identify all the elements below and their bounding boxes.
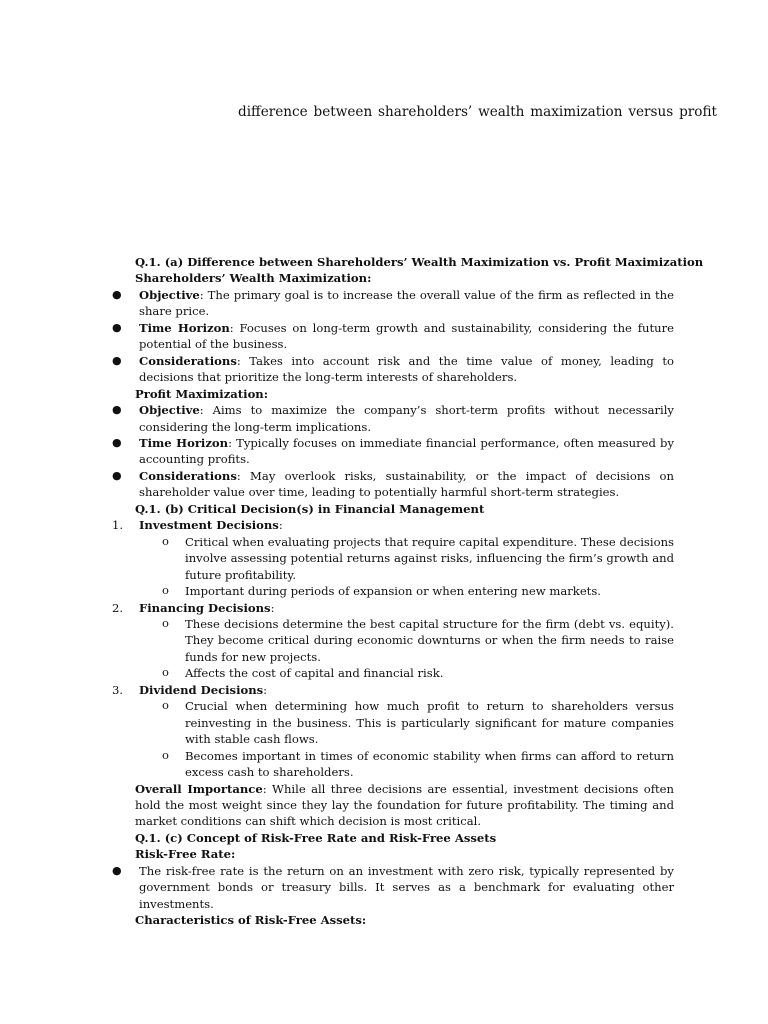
bullet-icon: ● bbox=[112, 287, 122, 301]
sub-item-text: Becomes important in times of economic stability when firms can afford to return excess cash to shareholders. bbox=[185, 748, 674, 780]
item-text: : Aims to maximize the company’s short-term profits without necessarily considering the long-term implications. bbox=[139, 403, 674, 434]
sub-list-item bbox=[162, 615, 674, 665]
item-label: Considerations bbox=[139, 468, 237, 483]
bullet-icon: ● bbox=[112, 863, 122, 877]
item-label: Financing Decisions bbox=[139, 600, 271, 615]
section-heading-q1c: Q.1. (c) Concept of Risk-Free Rate and Risk-Free Assets bbox=[135, 830, 497, 845]
sub-item-text: These decisions determine the best capital structure for the firm (debt vs. equity). They become critical during economic downturns or when the firm needs to raise funds for new projects. bbox=[185, 616, 674, 664]
item-label: Investment Decisions bbox=[139, 518, 279, 533]
list-item bbox=[112, 287, 674, 320]
list-item bbox=[112, 320, 674, 353]
bullet-icon: ● bbox=[112, 353, 122, 367]
circle-bullet-icon: o bbox=[162, 583, 169, 598]
list-number: 3. bbox=[112, 682, 124, 697]
list-number: 2. bbox=[112, 600, 124, 615]
item-text: : The primary goal is to increase the overall value of the firm as reflected in the share price. bbox=[139, 287, 674, 319]
sub-item-text: Important during periods of expansion or when entering new markets. bbox=[185, 584, 601, 599]
list-item bbox=[112, 435, 674, 468]
item-label: Time Horizon bbox=[139, 320, 230, 335]
item-suffix: : bbox=[270, 600, 275, 615]
sub-item-text: Crucial when determining how much profit to return to shareholders versus reinvesting in the business. This is particularly significant for mature companies with stable cash flows. bbox=[185, 699, 674, 747]
item-label: Considerations bbox=[139, 353, 237, 368]
item-label: Objective bbox=[139, 403, 200, 418]
section-heading-q1a: Q.1. (a) Difference between Shareholders’ Wealth Maximization vs. Profit Maximization bbox=[135, 255, 704, 269]
list-item bbox=[112, 468, 674, 501]
item-label: Time Horizon bbox=[139, 435, 229, 450]
item-suffix: : bbox=[263, 682, 268, 697]
decision-item-investment bbox=[112, 517, 674, 533]
sub-list-item bbox=[162, 533, 674, 583]
bullet-icon: ● bbox=[112, 403, 122, 417]
item-text: : Takes into account risk and the time value of money, leading to decisions that prioritize the long-term interests of shareholders. bbox=[139, 353, 674, 385]
subheading-profit-maximization: Profit Maximization: bbox=[135, 386, 269, 401]
sub-list-item bbox=[162, 698, 674, 747]
circle-bullet-icon: o bbox=[162, 665, 169, 680]
subheading-risk-free-assets: Characteristics of Risk-Free Assets: bbox=[135, 913, 367, 928]
item-label: Objective bbox=[139, 287, 200, 302]
sub-list-item bbox=[162, 747, 674, 781]
bullet-icon: ● bbox=[112, 468, 122, 482]
item-text: : Focuses on long-term growth and sustainability, considering the future potential of the business. bbox=[139, 320, 674, 352]
decision-item-financing bbox=[112, 600, 674, 616]
bullet-icon: ● bbox=[112, 320, 122, 334]
subheading-risk-free-rate: Risk-Free Rate: bbox=[135, 847, 236, 862]
paragraph-label: Overall Importance bbox=[135, 781, 263, 796]
item-text: : May overlook risks, sustainability, or the impact of decisions on shareholder value over time, leading to potentially harmful short-term strategies. bbox=[139, 468, 674, 500]
item-text: : Typically focuses on immediate financial performance, often measured by accounting profits. bbox=[139, 435, 674, 467]
item-label: Dividend Decisions bbox=[139, 682, 264, 697]
subheading-shareholders-wealth: Shareholders’ Wealth Maximization: bbox=[135, 271, 372, 286]
circle-bullet-icon: o bbox=[162, 615, 169, 630]
document-body bbox=[0, 254, 768, 929]
list-item bbox=[112, 402, 674, 435]
decision-item-dividend bbox=[112, 682, 674, 698]
circle-bullet-icon: o bbox=[162, 533, 169, 548]
section-heading-q1b: Q.1. (b) Critical Decision(s) in Financial Management bbox=[135, 501, 485, 516]
circle-bullet-icon: o bbox=[162, 698, 169, 713]
document-title: difference between shareholders’ wealth maximization versus profit bbox=[238, 104, 717, 120]
list-number: 1. bbox=[112, 518, 124, 533]
list-item bbox=[112, 353, 674, 386]
sub-item-text: Affects the cost of capital and financial risk. bbox=[185, 666, 444, 681]
bullet-icon: ● bbox=[112, 435, 122, 449]
sub-item-text: Critical when evaluating projects that require capital expenditure. These decisions involve assessing potential returns against risks, influencing the firm’s growth and future profitability. bbox=[185, 534, 674, 582]
paragraph-text: : While all three decisions are essential, investment decisions often hold the most weight since they lay the foundation for future profitability. The timing and market conditions can shift which decision is most critical. bbox=[135, 781, 674, 829]
sub-list-item bbox=[162, 583, 674, 599]
item-text: The risk-free rate is the return on an investment with zero risk, typically represented by government bonds or treasury bills. It serves as a benchmark for evaluating other investments. bbox=[139, 863, 674, 911]
overall-importance-paragraph bbox=[135, 781, 674, 830]
circle-bullet-icon: o bbox=[162, 747, 169, 762]
list-item bbox=[112, 863, 674, 912]
sub-list-item bbox=[162, 665, 674, 681]
item-suffix: : bbox=[278, 518, 283, 533]
